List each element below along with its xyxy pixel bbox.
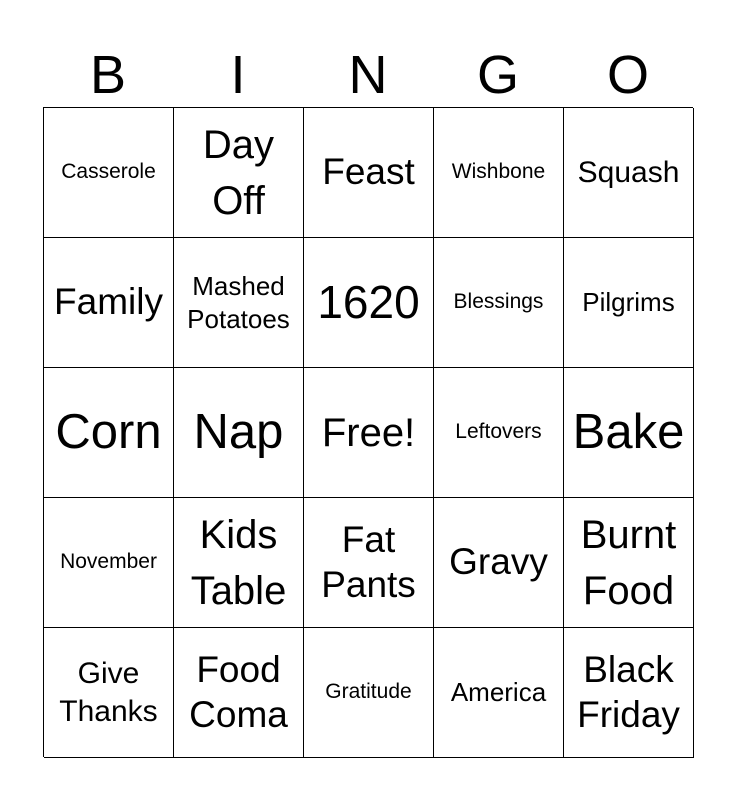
bingo-cell[interactable] <box>44 238 174 368</box>
bingo-cell[interactable] <box>564 108 694 238</box>
bingo-cell[interactable] <box>564 368 694 498</box>
bingo-cell[interactable] <box>304 628 434 758</box>
bingo-grid <box>43 107 693 757</box>
cell-text: Corn <box>55 405 162 460</box>
cell-text: Wishbone <box>451 160 546 184</box>
cell-text: Food Coma <box>189 649 288 735</box>
free-space-cell[interactable] <box>304 368 434 498</box>
header-letter-i: I <box>230 45 246 105</box>
cell-text: Black Friday <box>577 649 680 735</box>
bingo-cell[interactable] <box>564 628 694 758</box>
cell-text: Feast <box>322 151 415 193</box>
cell-text: Leftovers <box>455 420 542 444</box>
cell-text: Fat Pants <box>321 519 416 605</box>
cell-text: Nap <box>193 405 284 460</box>
bingo-cell[interactable] <box>434 368 564 498</box>
bingo-cell[interactable] <box>174 628 304 758</box>
cell-text: 1620 <box>317 275 420 328</box>
header-letter-n: N <box>348 45 388 105</box>
bingo-cell[interactable] <box>434 108 564 238</box>
cell-text: Pilgrims <box>582 287 675 318</box>
bingo-cell[interactable] <box>174 498 304 628</box>
bingo-cell[interactable] <box>304 498 434 628</box>
cell-text: Give Thanks <box>59 657 158 728</box>
cell-text: Free! <box>321 410 416 455</box>
header-letter-b: B <box>89 45 127 105</box>
cell-text: Burnt Food <box>580 512 677 613</box>
header-letter-g: G <box>476 45 519 105</box>
bingo-cell[interactable] <box>44 108 174 238</box>
cell-text: Mashed Potatoes <box>187 271 290 334</box>
cell-text: Bake <box>572 405 685 460</box>
bingo-cell[interactable] <box>564 238 694 368</box>
cell-text: Squash <box>577 155 680 189</box>
bingo-header <box>43 44 693 106</box>
cell-text: Day Off <box>202 122 275 223</box>
cell-text: Kids Table <box>190 512 287 613</box>
cell-text: Gravy <box>449 541 548 583</box>
cell-text: Casserole <box>61 160 156 184</box>
cell-text: America <box>450 677 547 708</box>
header-letter-o: O <box>606 45 649 105</box>
bingo-cell[interactable] <box>174 368 304 498</box>
bingo-cell[interactable] <box>434 238 564 368</box>
cell-text: Blessings <box>453 290 544 314</box>
cell-text: Gratitude <box>325 680 412 704</box>
bingo-cell[interactable] <box>434 498 564 628</box>
bingo-cell[interactable] <box>434 628 564 758</box>
bingo-cell[interactable] <box>564 498 694 628</box>
bingo-cell[interactable] <box>44 628 174 758</box>
bingo-cell[interactable] <box>174 238 304 368</box>
bingo-cell[interactable] <box>44 368 174 498</box>
cell-text: Family <box>54 281 163 323</box>
bingo-cell[interactable] <box>174 108 304 238</box>
bingo-cell[interactable] <box>304 238 434 368</box>
bingo-cell[interactable] <box>304 108 434 238</box>
cell-text: November <box>60 550 157 574</box>
bingo-cell[interactable] <box>44 498 174 628</box>
